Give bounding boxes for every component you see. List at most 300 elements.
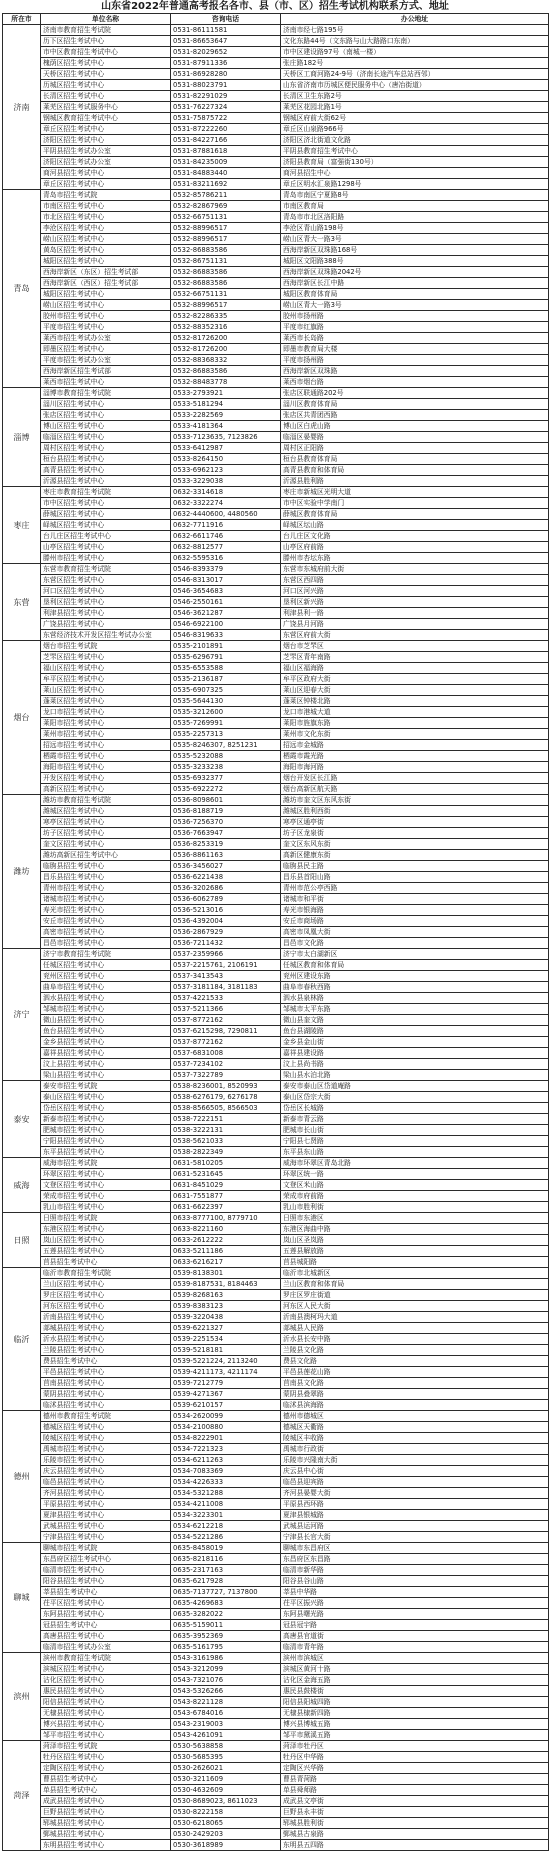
address-cell: 武城县运河路: [281, 1521, 549, 1532]
table-header: [3, 14, 549, 25]
unit-name-cell: 沂水县招生考试中心: [41, 1334, 171, 1345]
unit-name-cell: 章丘区招生考试中心: [41, 179, 171, 190]
address-cell: 郯城县人民路: [281, 1323, 549, 1334]
unit-name-cell: 西海岸新区招生考试部: [41, 366, 171, 377]
phone-cell: 0532-88996517: [171, 223, 281, 234]
phone-cell: 0539-8268163: [171, 1290, 281, 1301]
unit-name-cell: 莱西市招生考试办公室: [41, 333, 171, 344]
phone-cell: 0539-5218181: [171, 1345, 281, 1356]
unit-name-cell: 烟台市招生考试院: [41, 641, 171, 652]
phone-cell: 0536-4392004: [171, 916, 281, 927]
phone-cell: 0538-5621033: [171, 1136, 281, 1147]
address-cell: 平度市红旗路: [281, 322, 549, 333]
phone-cell: 0532-88352316: [171, 322, 281, 333]
unit-name-cell: 莱西市招生考试中心: [41, 377, 171, 388]
phone-cell: 0532-85786211: [171, 190, 281, 201]
address-cell: 巨野县永丰街: [281, 1807, 549, 1818]
table-row: [3, 839, 549, 850]
table-row: [3, 960, 549, 971]
table-row: [3, 1829, 549, 1840]
address-cell: 周村区正阳路: [281, 443, 549, 454]
address-cell: 博山区白虎山路: [281, 421, 549, 432]
unit-name-cell: 泗水县招生考试中心: [41, 993, 171, 1004]
phone-cell: 0530-3211609: [171, 1774, 281, 1785]
address-cell: 章丘区山泉路966号: [281, 124, 549, 135]
phone-cell: 0530-5638858: [171, 1741, 281, 1752]
table-row: [3, 1774, 549, 1785]
table-row: [3, 751, 549, 762]
address-cell: 日照市东港区: [281, 1213, 549, 1224]
phone-cell: 0532-82867969: [171, 201, 281, 212]
phone-cell: 0534-2100880: [171, 1422, 281, 1433]
table-row: [3, 421, 549, 432]
address-cell: 郓城县胜利街: [281, 1818, 549, 1829]
table-row: [3, 1158, 549, 1169]
phone-cell: 0532-88996517: [171, 300, 281, 311]
table-row: [3, 1026, 549, 1037]
table-row: [3, 1510, 549, 1521]
phone-cell: 0533-6412987: [171, 443, 281, 454]
table-row: [3, 454, 549, 465]
city-cell: 菏泽: [3, 1741, 41, 1851]
city-cell: 滨州: [3, 1653, 41, 1741]
address-cell: 夏津县银城路: [281, 1510, 549, 1521]
city-cell: 淄博: [3, 388, 41, 487]
table-row: [3, 1576, 549, 1587]
unit-name-cell: 莒南县招生考试中心: [41, 1378, 171, 1389]
table-row: [3, 498, 549, 509]
phone-cell: 0543-5326266: [171, 1686, 281, 1697]
phone-cell: 0536-8188719: [171, 806, 281, 817]
table-row: [3, 223, 549, 234]
table-row: [3, 344, 549, 355]
table-row: [3, 1697, 549, 1708]
phone-cell: 0633-2612222: [171, 1235, 281, 1246]
unit-name-cell: 鄄城县招生考试中心: [41, 1829, 171, 1840]
address-cell: 高密市凤凰大街: [281, 927, 549, 938]
phone-cell: 0543-7321076: [171, 1675, 281, 1686]
unit-name-cell: 周村区招生考试中心: [41, 443, 171, 454]
unit-name-cell: 冠县招生考试中心: [41, 1620, 171, 1631]
address-cell: 定陶区兴华路: [281, 1763, 549, 1774]
table-row: [3, 311, 549, 322]
address-cell: 寒亭区通亭街: [281, 817, 549, 828]
table-row: [3, 806, 549, 817]
address-cell: 东营区西四路: [281, 575, 549, 586]
table-row: [3, 619, 549, 630]
unit-name-cell: 嘉祥县招生考试中心: [41, 1048, 171, 1059]
unit-name-cell: 桓台县招生考试中心: [41, 454, 171, 465]
address-cell: 芝罘区青年南路: [281, 652, 549, 663]
address-cell: 威海市环翠区青岛北路: [281, 1158, 549, 1169]
phone-cell: 0546-6922100: [171, 619, 281, 630]
address-cell: 胶州市扬州路: [281, 311, 549, 322]
unit-name-cell: 五莲县招生考试中心: [41, 1246, 171, 1257]
table-row: [3, 157, 549, 168]
address-cell: 滨州市滨城区: [281, 1653, 549, 1664]
address-cell: 平度市扬州路: [281, 355, 549, 366]
address-cell: 潍城区胜利西街: [281, 806, 549, 817]
unit-name-cell: 潍坊高新区招生考试中心: [41, 850, 171, 861]
phone-cell: 0535-2136187: [171, 674, 281, 685]
unit-name-cell: 商河县招生考试中心: [41, 168, 171, 179]
table-row: [3, 1367, 549, 1378]
address-cell: 章丘区明水汇泉路1298号: [281, 179, 549, 190]
phone-cell: 0536-8861163: [171, 850, 281, 861]
phone-cell: 0635-5161795: [171, 1642, 281, 1653]
address-cell: 文登区米山路: [281, 1180, 549, 1191]
table-row: [3, 179, 549, 190]
address-cell: 岚山区圣岚路: [281, 1235, 549, 1246]
phone-cell: 0532-86883586: [171, 267, 281, 278]
address-cell: 临清市青年路: [281, 1642, 549, 1653]
address-cell: 滕州市杏坛东路: [281, 553, 549, 564]
address-cell: 平邑县莲花山路: [281, 1367, 549, 1378]
phone-cell: 0530-5685395: [171, 1752, 281, 1763]
address-cell: 泰山区岱宗大街: [281, 1092, 549, 1103]
address-cell: 利津县利一路: [281, 608, 549, 619]
table-row: [3, 1840, 549, 1851]
address-cell: 滨城区黄河十路: [281, 1664, 549, 1675]
address-cell: 聊城市东昌府区: [281, 1543, 549, 1554]
header-row: [3, 14, 549, 25]
address-cell: 泰安市泰山区岱道庵路: [281, 1081, 549, 1092]
address-cell: 五莲县解放路: [281, 1246, 549, 1257]
phone-cell: 0635-8218116: [171, 1554, 281, 1565]
address-cell: 齐河县晏婴大街: [281, 1488, 549, 1499]
table-row: [3, 674, 549, 685]
table-row: [3, 1257, 549, 1268]
table-row: [3, 1136, 549, 1147]
unit-name-cell: 文登区招生考试中心: [41, 1180, 171, 1191]
phone-cell: 0531-84883440: [171, 168, 281, 179]
address-cell: 西海岸新区双珠路168号: [281, 245, 549, 256]
unit-name-cell: 曲阜市招生考试中心: [41, 982, 171, 993]
table-row: [3, 212, 549, 223]
address-cell: 烟台市芝罘区: [281, 641, 549, 652]
phone-cell: 0546-3654683: [171, 586, 281, 597]
table-row: [3, 146, 549, 157]
phone-cell: 0535-2101891: [171, 641, 281, 652]
unit-name-cell: 陵城区招生考试中心: [41, 1433, 171, 1444]
unit-name-cell: 市中区招生考试中心: [41, 498, 171, 509]
table-row: [3, 641, 549, 652]
phone-cell: 0531-84227166: [171, 135, 281, 146]
city-cell: 烟台: [3, 641, 41, 795]
phone-cell: 0546-3621287: [171, 608, 281, 619]
unit-name-cell: 芝罘区招生考试中心: [41, 652, 171, 663]
table-row: [3, 1499, 549, 1510]
address-cell: 东昌府区东昌路: [281, 1554, 549, 1565]
table-row: [3, 1554, 549, 1565]
phone-cell: 0543-3161986: [171, 1653, 281, 1664]
phone-cell: 0532-88368332: [171, 355, 281, 366]
unit-name-cell: 威海市招生考试院: [41, 1158, 171, 1169]
table-row: [3, 773, 549, 784]
city-cell: 聊城: [3, 1543, 41, 1653]
unit-name-cell: 崂山区招生考试中心: [41, 300, 171, 311]
unit-name-cell: 利津县招生考试中心: [41, 608, 171, 619]
unit-name-cell: 微山县招生考试中心: [41, 1015, 171, 1026]
phone-cell: 0537-5211366: [171, 1004, 281, 1015]
table-row: [3, 410, 549, 421]
address-cell: 乳山市胜利街: [281, 1202, 549, 1213]
address-cell: 邹平市黛溪五路: [281, 1730, 549, 1741]
table-row: [3, 465, 549, 476]
unit-name-cell: 博山区招生考试中心: [41, 421, 171, 432]
phone-cell: 0530-2626021: [171, 1763, 281, 1774]
address-cell: 曲阜市春秋西路: [281, 982, 549, 993]
address-cell: 张店区联通路202号: [281, 388, 549, 399]
address-cell: 莘县中华路: [281, 1587, 549, 1598]
phone-cell: 0533-8264150: [171, 454, 281, 465]
unit-name-cell: 齐河县招生考试中心: [41, 1488, 171, 1499]
address-cell: 无棣县棣新四路: [281, 1708, 549, 1719]
unit-name-cell: 潍坊市教育招生考试院: [41, 795, 171, 806]
unit-name-cell: 荣成市招生考试中心: [41, 1191, 171, 1202]
unit-name-cell: 高唐县招生考试中心: [41, 1631, 171, 1642]
address-cell: 河口区河兴路: [281, 586, 549, 597]
unit-name-cell: 枣庄市教育招生考试院: [41, 487, 171, 498]
phone-cell: 0536-3456027: [171, 861, 281, 872]
table-row: [3, 652, 549, 663]
address-cell: 牟平区政府大街: [281, 674, 549, 685]
unit-name-cell: 莱阳市招生考试中心: [41, 718, 171, 729]
unit-name-cell: 平度市招生考试办公室: [41, 355, 171, 366]
phone-cell: 0631-6622397: [171, 1202, 281, 1213]
table-row: [3, 938, 549, 949]
address-cell: 东营市东城府前大街: [281, 564, 549, 575]
header-address: 办公地址: [281, 14, 549, 25]
table-row: [3, 1796, 549, 1807]
phone-cell: 0532-66751131: [171, 289, 281, 300]
table-row: [3, 113, 549, 124]
address-cell: 庆云县中心街: [281, 1466, 549, 1477]
unit-name-cell: 邹平市招生考试中心: [41, 1730, 171, 1741]
address-cell: 临沭县滨海路: [281, 1400, 549, 1411]
table-row: [3, 1268, 549, 1279]
table-row: [3, 487, 549, 498]
phone-cell: 0632-6611746: [171, 531, 281, 542]
address-cell: 垦利区新兴路: [281, 597, 549, 608]
table-row: [3, 1730, 549, 1741]
unit-name-cell: 汶上县招生考试中心: [41, 1059, 171, 1070]
unit-name-cell: 莱山区招生考试中心: [41, 685, 171, 696]
address-cell: 莱西市长岛路: [281, 333, 549, 344]
table-row: [3, 234, 549, 245]
phone-cell: 0535-6932377: [171, 773, 281, 784]
address-cell: 单县舜师路: [281, 1785, 549, 1796]
phone-cell: 0532-82286335: [171, 311, 281, 322]
table-row: [3, 1488, 549, 1499]
address-cell: 烟台开发区长江路: [281, 773, 549, 784]
unit-name-cell: 兰山区招生考试中心: [41, 1279, 171, 1290]
table-row: [3, 564, 549, 575]
table-row: [3, 1224, 549, 1235]
address-cell: 沂水县长安中路: [281, 1334, 549, 1345]
unit-name-cell: 济阳区招生考试中心: [41, 135, 171, 146]
address-cell: 博兴县博城五路: [281, 1719, 549, 1730]
phone-cell: 0534-6212218: [171, 1521, 281, 1532]
unit-name-cell: 龙口市招生考试中心: [41, 707, 171, 718]
phone-cell: 0635-7137727, 7137800: [171, 1587, 281, 1598]
address-cell: 诸城市和平街: [281, 894, 549, 905]
phone-cell: 0539-8138301: [171, 1268, 281, 1279]
table-body: [3, 25, 549, 1851]
phone-cell: 0534-4211008: [171, 1499, 281, 1510]
table-row: [3, 1180, 549, 1191]
table-row: [3, 663, 549, 674]
phone-cell: 0635-5159011: [171, 1620, 281, 1631]
phone-cell: 0534-7083369: [171, 1466, 281, 1477]
phone-cell: 0533-7123635, 7123826: [171, 432, 281, 443]
unit-name-cell: 聊城市招生考试院: [41, 1543, 171, 1554]
unit-name-cell: 坊子区招生考试中心: [41, 828, 171, 839]
table-row: [3, 729, 549, 740]
city-cell: 临沂: [3, 1268, 41, 1411]
table-row: [3, 377, 549, 388]
phone-cell: 0535-7269991: [171, 718, 281, 729]
unit-name-cell: 高密市招生考试中心: [41, 927, 171, 938]
table-row: [3, 168, 549, 179]
phone-cell: 0533-2282569: [171, 410, 281, 421]
table-row: [3, 883, 549, 894]
phone-cell: 0536-7211432: [171, 938, 281, 949]
unit-name-cell: 安丘市招生考试中心: [41, 916, 171, 927]
phone-cell: 0536-3202686: [171, 883, 281, 894]
phone-cell: 0530-8689023, 8611023: [171, 1796, 281, 1807]
phone-cell: 0546-8319633: [171, 630, 281, 641]
phone-cell: 0531-88023791: [171, 80, 281, 91]
unit-name-cell: 台儿庄区招生考试中心: [41, 531, 171, 542]
address-cell: 张庄路182号: [281, 58, 549, 69]
address-cell: 临淄区晏婴路: [281, 432, 549, 443]
address-cell: 梁山县水泊北路: [281, 1070, 549, 1081]
table-row: [3, 927, 549, 938]
table-row: [3, 1642, 549, 1653]
table-row: [3, 47, 549, 58]
address-cell: 陵城区丰收路: [281, 1433, 549, 1444]
address-cell: 新泰市青云路: [281, 1114, 549, 1125]
phone-cell: 0539-4211173, 4211174: [171, 1367, 281, 1378]
phone-cell: 0539-3220438: [171, 1312, 281, 1323]
unit-name-cell: 费县招生考试中心: [41, 1356, 171, 1367]
address-cell: 任城区教育和体育局: [281, 960, 549, 971]
phone-cell: 0631-7551877: [171, 1191, 281, 1202]
unit-name-cell: 潍城区招生考试中心: [41, 806, 171, 817]
phone-cell: 0532-86883586: [171, 366, 281, 377]
city-cell: 济南: [3, 25, 41, 190]
phone-cell: 0635-6217928: [171, 1576, 281, 1587]
phone-cell: 0530-2429203: [171, 1829, 281, 1840]
city-cell: 枣庄: [3, 487, 41, 564]
unit-name-cell: 临清市招生考试中心: [41, 1565, 171, 1576]
unit-name-cell: 茌平区招生考试中心: [41, 1598, 171, 1609]
phone-cell: 0533-4181364: [171, 421, 281, 432]
address-cell: 临邑县迎宾路: [281, 1477, 549, 1488]
contact-table: [2, 13, 549, 1851]
table-row: [3, 1246, 549, 1257]
unit-name-cell: 长清区招生考试中心: [41, 91, 171, 102]
table-row: [3, 817, 549, 828]
address-cell: 莱州市文化东街: [281, 729, 549, 740]
address-cell: 寿光市银海路: [281, 905, 549, 916]
address-cell: 山东省济南市历城区便民服务中心（唐冶街道）: [281, 80, 549, 91]
table-row: [3, 1422, 549, 1433]
unit-name-cell: 临沭县招生考试中心: [41, 1400, 171, 1411]
address-cell: 张店区共青团西路: [281, 410, 549, 421]
address-cell: 坊子区龙泉街: [281, 828, 549, 839]
address-cell: 荣成市府前路: [281, 1191, 549, 1202]
phone-cell: 0538-8236001, 8520993: [171, 1081, 281, 1092]
unit-name-cell: 临沂市教育招生考试院: [41, 1268, 171, 1279]
table-row: [3, 267, 549, 278]
unit-name-cell: 环翠区招生考试中心: [41, 1169, 171, 1180]
address-cell: 济宁市太白湖新区: [281, 949, 549, 960]
table-row: [3, 597, 549, 608]
address-cell: 市南区教育局: [281, 201, 549, 212]
address-cell: 招远市金城路: [281, 740, 549, 751]
unit-name-cell: 单县招生考试中心: [41, 1785, 171, 1796]
unit-name-cell: 菏泽市招生考试院: [41, 1741, 171, 1752]
phone-cell: 0543-8221128: [171, 1697, 281, 1708]
unit-name-cell: 河口区招生考试中心: [41, 586, 171, 597]
phone-cell: 0539-7212779: [171, 1378, 281, 1389]
unit-name-cell: 泰山区招生考试中心: [41, 1092, 171, 1103]
unit-name-cell: 寒亭区招生考试中心: [41, 817, 171, 828]
phone-cell: 0537-2215761, 2106191: [171, 960, 281, 971]
address-cell: 东平县东山路: [281, 1147, 549, 1158]
table-row: [3, 894, 549, 905]
phone-cell: 0534-7221323: [171, 1444, 281, 1455]
phone-cell: 0530-8222158: [171, 1807, 281, 1818]
phone-cell: 0536-7663947: [171, 828, 281, 839]
unit-name-cell: 槐荫区招生考试中心: [41, 58, 171, 69]
table-row: [3, 1609, 549, 1620]
unit-name-cell: 寿光市招生考试中心: [41, 905, 171, 916]
table-row: [3, 1290, 549, 1301]
phone-cell: 0531-83211692: [171, 179, 281, 190]
address-cell: 青岛市市北区洛阳路: [281, 212, 549, 223]
phone-cell: 0632-5595316: [171, 553, 281, 564]
address-cell: 临清市新华路: [281, 1565, 549, 1576]
unit-name-cell: 蓬莱区招生考试中心: [41, 696, 171, 707]
address-cell: 枣庄市新城区光明大道: [281, 487, 549, 498]
address-cell: 鄄城县古泉路: [281, 1829, 549, 1840]
table-row: [3, 1444, 549, 1455]
address-cell: 文化东路44号（文东路与山大路路口东南）: [281, 36, 549, 47]
phone-cell: 0633-5211186: [171, 1246, 281, 1257]
address-cell: 福山区福海路: [281, 663, 549, 674]
phone-cell: 0632-3322274: [171, 498, 281, 509]
address-cell: 峄城区坛山路: [281, 520, 549, 531]
address-cell: 济南市经七路195号: [281, 25, 549, 36]
address-cell: 崂山区青大一路3号: [281, 300, 549, 311]
address-cell: 城阳区教育体育局: [281, 289, 549, 300]
phone-cell: 0536-8253319: [171, 839, 281, 850]
unit-name-cell: 德城区招生考试中心: [41, 1422, 171, 1433]
unit-name-cell: 金乡县招生考试中心: [41, 1037, 171, 1048]
address-cell: 西海岸新区双珠路2042号: [281, 267, 549, 278]
phone-cell: 0538-6276179, 6276178: [171, 1092, 281, 1103]
unit-name-cell: 黄岛区招生考试中心: [41, 245, 171, 256]
phone-cell: 0533-2793921: [171, 388, 281, 399]
address-cell: 烟台高新区航天路: [281, 784, 549, 795]
phone-cell: 0533-3229038: [171, 476, 281, 487]
table-row: [3, 531, 549, 542]
address-cell: 平阴县教育招生考试中心: [281, 146, 549, 157]
table-row: [3, 1202, 549, 1213]
